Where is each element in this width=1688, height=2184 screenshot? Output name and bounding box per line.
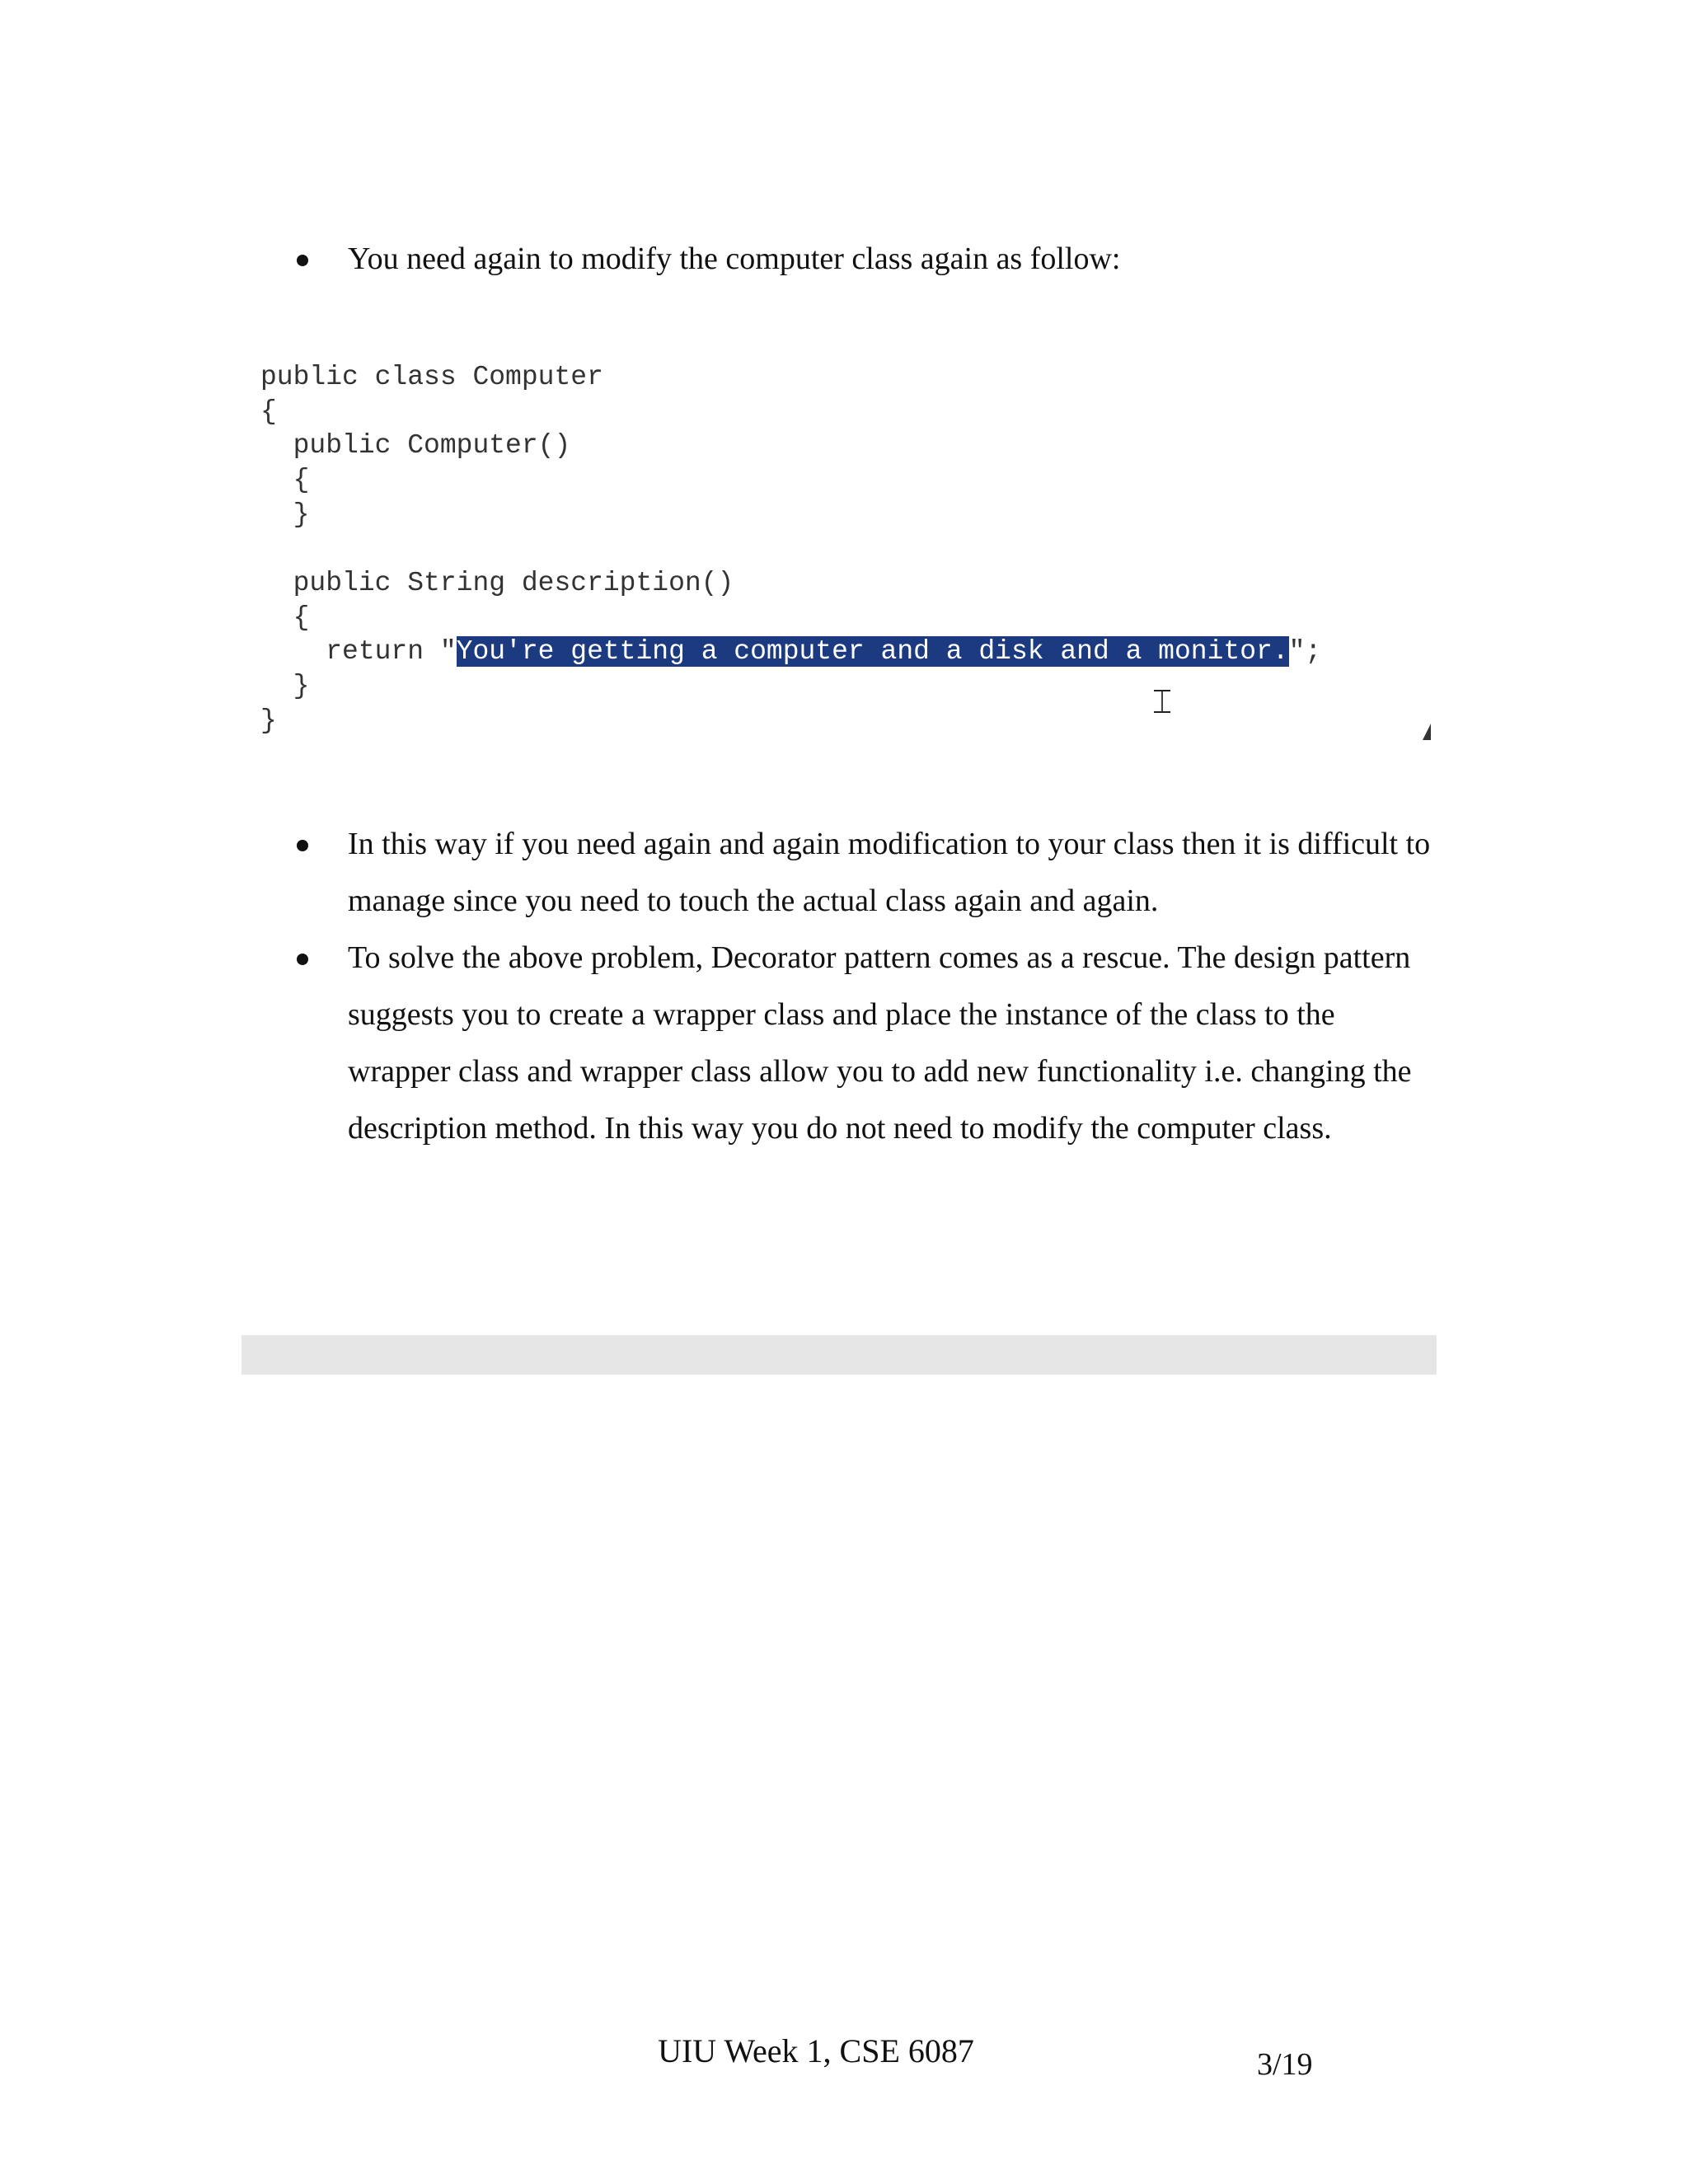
divider-band	[241, 1335, 1437, 1375]
code-return-line	[260, 635, 1321, 668]
bullet-icon	[297, 954, 308, 965]
resize-handle-icon	[1423, 724, 1431, 740]
bullet-icon	[297, 840, 308, 851]
selected-text[interactable]: You're getting a computer and a disk and a monitor.	[456, 636, 1289, 667]
code-line: public String description()	[260, 568, 734, 598]
code-line: public class Computer	[260, 362, 603, 392]
code-line: {	[260, 396, 277, 427]
intro-bullet-text: You need again to modify the computer class again as follow:	[348, 241, 1121, 276]
code-line: }	[260, 499, 310, 530]
bullet-text: To solve the above problem, Decorator pattern comes as a rescue. The design pattern suggests you to create a wrapper class and place the instance of the class to the wrapper class and wrapper class allow you to add new functionality i.e. changing the description method. In this way you do not need to modify the computer class.	[348, 940, 1412, 1146]
code-line: {	[260, 465, 310, 495]
code-line: {	[260, 602, 310, 633]
code-line: }	[260, 705, 277, 736]
code-return-suffix: ";	[1288, 636, 1322, 667]
page-number: 3/19	[1257, 2047, 1313, 2082]
code-screenshot	[260, 361, 1447, 748]
list-item	[297, 930, 1434, 1157]
bullet-icon	[297, 255, 308, 266]
code-line: }	[260, 671, 310, 701]
list-item	[297, 231, 1434, 288]
code-line: public Computer()	[260, 430, 571, 461]
code-return-prefix: return "	[260, 636, 457, 667]
explanation-bullet-list	[297, 816, 1434, 1157]
list-item	[297, 816, 1434, 930]
footer-title: UIU Week 1, CSE 6087	[658, 2032, 974, 2069]
text-cursor-icon: ⌶	[1152, 683, 1172, 720]
intro-bullet-list	[297, 231, 1434, 288]
bullet-text: In this way if you need again and again modification to your class then it is difficult to manage since you need to touch the actual class again and again.	[348, 827, 1431, 918]
